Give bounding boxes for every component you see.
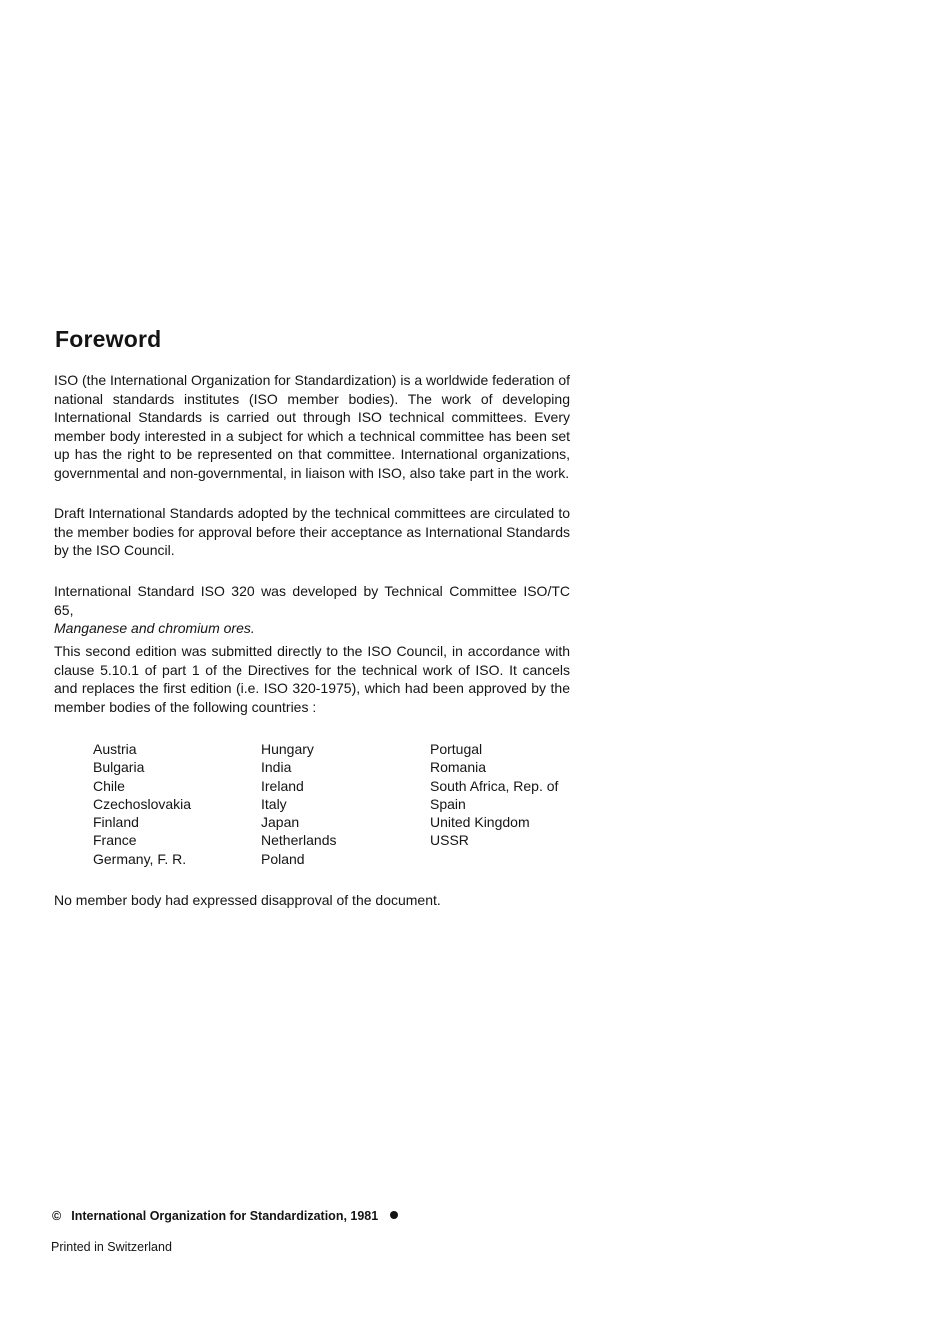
printed-in-text: Printed in Switzerland	[51, 1240, 172, 1254]
country-item: Italy	[261, 795, 287, 812]
country-item: Bulgaria	[93, 759, 145, 776]
committee-title: Manganese and chromium ores.	[54, 620, 255, 637]
country-item: Austria	[93, 741, 137, 757]
paragraph-iso-description: ISO (the International Organization for Standardization) is a worldwide federation of national standards institutes (ISO member bodies). The work of developing International Standards is carried out through ISO technical committees. Every member body interested in a subject for which a technical committee has been set up has the right to be represented on that committee. International organizations, governmental and non-governmental, in liaison with ISO, also take part in the work.	[54, 372, 570, 481]
country-column-3	[430, 740, 590, 850]
paragraph-second-edition: This second edition was submitted directly to the ISO Council, in accordance with clause 5.10.1 of part 1 of the Directives for the technical work of ISO. It cancels and replaces the first edition (i.e. ISO 320-1975), which had been approved by the member bodies of the following countries :	[54, 643, 570, 715]
country-item: Netherlands	[261, 832, 337, 849]
country-item: South Africa, Rep. of	[430, 777, 559, 794]
country-item: France	[93, 832, 137, 849]
country-item: Ireland	[261, 777, 304, 794]
paragraph-no-disapproval: No member body had expressed disapproval of the document.	[54, 892, 441, 908]
country-item: Finland	[93, 814, 139, 831]
copyright-icon: ©	[52, 1209, 62, 1223]
copyright-line	[52, 1209, 398, 1223]
country-item: Portugal	[430, 741, 483, 757]
country-item: Spain	[430, 795, 466, 812]
country-item: United Kingdom	[430, 814, 530, 831]
development-text: International Standard ISO 320 was developed by Technical Committee ISO/TC 65,	[54, 583, 570, 618]
paragraph-development	[54, 582, 570, 638]
country-item: Poland	[261, 850, 305, 867]
country-item: Romania	[430, 759, 487, 776]
page-title: Foreword	[55, 326, 162, 352]
country-item: Czechoslovakia	[93, 795, 192, 812]
country-item: Chile	[93, 777, 125, 794]
country-column-1	[93, 740, 253, 868]
country-item: Japan	[261, 814, 300, 831]
country-item: Hungary	[261, 741, 314, 757]
paragraph-draft-standards: Draft International Standards adopted by the technical committees are circulated to the member bodies for approval before their acceptance as International Standards by the ISO Council.	[54, 505, 570, 559]
country-item: Germany, F. R.	[93, 850, 187, 867]
bullet-icon	[390, 1211, 398, 1219]
copyright-text: International Organization for Standardization, 1981	[71, 1209, 379, 1223]
country-item: India	[261, 759, 292, 776]
country-column-2	[261, 740, 421, 868]
country-item: USSR	[430, 832, 469, 849]
